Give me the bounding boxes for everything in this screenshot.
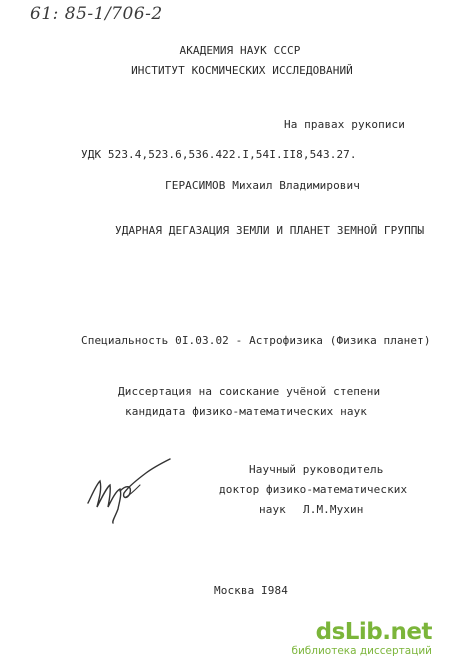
dslib-watermark (291, 619, 438, 659)
specialty: Специальность 0I.03.02 - Астрофизика (Физика планет) (81, 334, 431, 347)
degree-line-2: кандидата физико-математических наук (125, 405, 368, 418)
handwritten-archive-code: 61: 85-1/706-2 (30, 4, 163, 24)
supervisor-degree-end: наук (259, 503, 286, 516)
dslib-subtitle: библиотека диссертаций (291, 645, 432, 657)
supervisor-name: Л.М.Мухин (303, 503, 364, 516)
signature (82, 455, 177, 525)
udc-code: УДК 523.4,523.6,536.422.I,54I.II8,543.27. (81, 148, 357, 161)
header-academy: АКАДЕМИЯ НАУК СССР (179, 44, 301, 57)
author-name: ГЕРАСИМОВ Михаил Владимирович (165, 179, 360, 192)
supervisor-degree: доктор физико-математических (219, 483, 408, 496)
supervisor-label: Научный руководитель (249, 463, 384, 476)
rights-notice: На правах рукописи (284, 118, 406, 131)
degree-line-1: Диссертация на соискание учёной степени (118, 385, 381, 398)
header-institute: ИНСТИТУТ КОСМИЧЕСКИХ ИССЛЕДОВАНИЙ (131, 64, 353, 77)
dslib-logo: dsLib.net (315, 619, 432, 645)
dissertation-title: УДАРНАЯ ДЕГАЗАЦИЯ ЗЕМЛИ И ПЛАНЕТ ЗЕМНОЙ ГРУППЫ (115, 224, 425, 237)
place-year: Москва I984 (214, 584, 288, 597)
